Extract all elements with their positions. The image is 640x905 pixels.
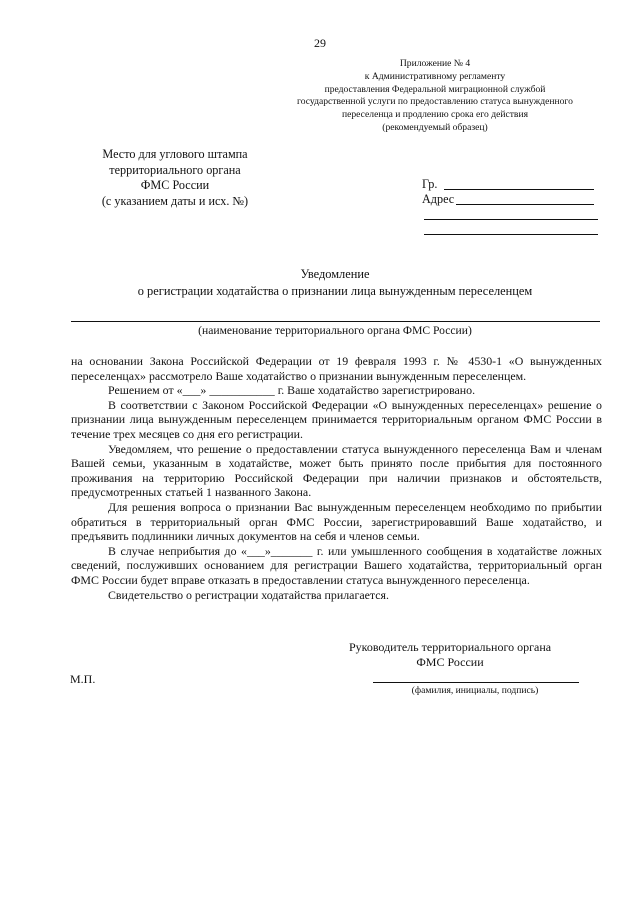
body-paragraph: Свидетельство о регистрации ходатайства прилагается. — [108, 587, 389, 602]
page-number: 29 — [314, 36, 326, 50]
citizen-label: Гр. — [422, 177, 438, 191]
body-paragraph: Уведомляем, что решение о предоставлении статуса вынужденного переселенца Вам и членам Вашей семьи, указанным в ходатайстве, может быть принято после прибытия для постоянного проживания на территорию Российской Федерации при наличии признаков и обстоятельств, предусмотренных статьей 1 названного Закона. — [71, 441, 602, 500]
signature-line[interactable] — [373, 682, 579, 683]
appendix-line: переселенца и продлению срока его действия — [341, 109, 528, 121]
seal-place-label: М.П. — [70, 672, 96, 686]
stamp-line: Место для углового штампа — [102, 147, 248, 161]
appendix-header — [280, 58, 590, 135]
appendix-line: (рекомендуемый образец) — [382, 121, 488, 133]
address-line-2[interactable] — [424, 219, 598, 220]
notification-body — [71, 354, 602, 602]
stamp-line: территориального органа — [109, 162, 241, 177]
body-paragraph: на основании Закона Российской Федерации от 19 февраля 1993 г. № 4530-1 «О вынужденных переселенцах» рассмотрело Ваше ходатайство о признании вынужденным переселенцем. — [71, 354, 602, 383]
document-title — [0, 266, 640, 300]
address-line-3[interactable] — [424, 234, 598, 235]
body-paragraph: Решением от «___» ___________ г. Ваше ходатайство зарегистрировано. — [108, 383, 476, 398]
signature-caption: (фамилия, инициалы, подпись) — [411, 685, 539, 696]
signatory-line-1: Руководитель территориального органа — [348, 640, 552, 654]
appendix-line: Приложение № 4 — [399, 58, 471, 69]
signatory-line-2: ФМС России — [416, 655, 484, 669]
appendix-line: к Административному регламенту — [364, 70, 506, 82]
signatory-title — [330, 640, 570, 670]
title-line-2: о регистрации ходатайства о признании лица вынужденным переселенцем — [137, 284, 533, 298]
body-paragraph: В соответствии с Законом Российской Федерации «О вынужденных переселенцах» решение о признании лица вынужденным переселенцем принимается территориальным органом ФМС России в течение трех месяцев со дня его регистрации. — [71, 397, 602, 441]
appendix-line: государственной услуги по предоставлению статуса вынужденного — [297, 96, 573, 108]
citizen-name-line[interactable] — [444, 189, 594, 190]
org-name-line[interactable] — [71, 321, 600, 322]
stamp-line: (с указанием даты и исх. №) — [101, 193, 249, 208]
address-label: Адрес — [422, 192, 455, 206]
address-line-1[interactable] — [456, 204, 594, 205]
body-paragraph: В случае неприбытия до «___»_______ г. или умышленного сообщения в ходатайстве ложных сведений, послуживших основанием для регистрации Вашего ходатайства, территориальный орган ФМС России будет вправе отказать в предоставлении статуса вынужденного переселенца. — [71, 543, 602, 587]
stamp-placeholder — [60, 147, 290, 209]
title-line-1: Уведомление — [300, 267, 370, 281]
body-paragraph: Для решения вопроса о признании Вас вынужденным переселенцем необходимо по прибытии обратиться в территориальный орган ФМС России, зарегистрировавший Ваше ходатайство, и предъявить подлинники личных документов на себя и членов семьи. — [71, 499, 602, 544]
appendix-line: предоставления Федеральной миграционной службой — [324, 83, 546, 95]
stamp-line: ФМС России — [140, 178, 210, 192]
org-name-caption: (наименование территориального органа ФМС России) — [198, 324, 472, 337]
